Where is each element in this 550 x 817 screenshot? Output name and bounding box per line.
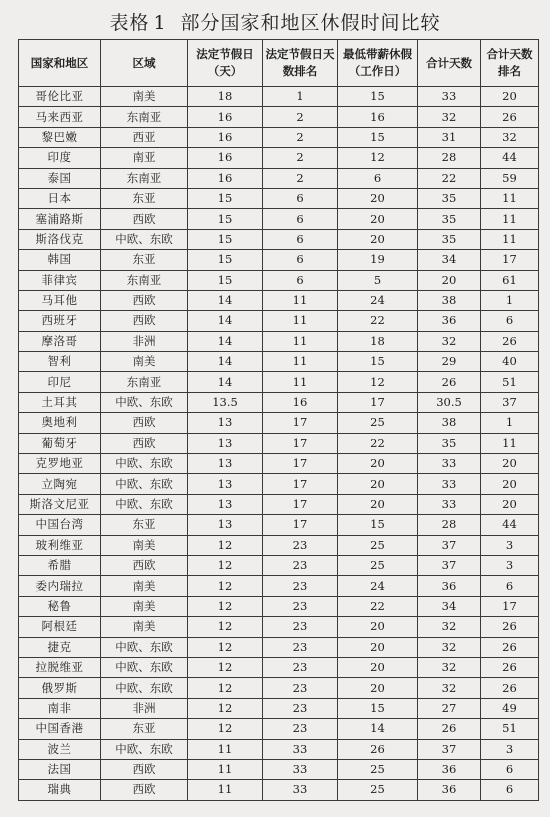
cell-holiday-rank: 17: [263, 515, 338, 535]
cell-min-paid-leave: 6: [338, 168, 418, 188]
cell-total-rank: 17: [481, 596, 539, 616]
cell-public-holidays: 15: [188, 229, 263, 249]
table-row: [19, 352, 539, 372]
cell-total-days: 34: [418, 596, 481, 616]
cell-area: 西欧: [101, 290, 188, 310]
cell-min-paid-leave: 20: [338, 637, 418, 657]
cell-holiday-rank: 23: [263, 617, 338, 637]
cell-region-name: 印尼: [19, 372, 101, 392]
cell-total-days: 28: [418, 515, 481, 535]
cell-holiday-rank: 11: [263, 352, 338, 372]
cell-total-rank: 3: [481, 555, 539, 575]
cell-total-days: 32: [418, 657, 481, 677]
cell-public-holidays: 14: [188, 290, 263, 310]
cell-public-holidays: 13.5: [188, 392, 263, 412]
cell-region-name: 斯洛文尼亚: [19, 494, 101, 514]
table-row: [19, 759, 539, 779]
cell-holiday-rank: 11: [263, 311, 338, 331]
cell-holiday-rank: 2: [263, 148, 338, 168]
cell-area: 中欧、东欧: [101, 474, 188, 494]
cell-region-name: 克罗地亚: [19, 454, 101, 474]
cell-min-paid-leave: 22: [338, 596, 418, 616]
cell-public-holidays: 16: [188, 107, 263, 127]
cell-public-holidays: 13: [188, 413, 263, 433]
cell-min-paid-leave: 24: [338, 576, 418, 596]
cell-region-name: 哥伦比亚: [19, 87, 101, 107]
cell-region-name: 阿根廷: [19, 617, 101, 637]
cell-total-rank: 26: [481, 637, 539, 657]
table-row: [19, 87, 539, 107]
cell-area: 南美: [101, 596, 188, 616]
cell-public-holidays: 14: [188, 311, 263, 331]
table-row: [19, 168, 539, 188]
cell-region-name: 泰国: [19, 168, 101, 188]
cell-min-paid-leave: 12: [338, 372, 418, 392]
cell-region-name: 拉脱维亚: [19, 657, 101, 677]
cell-holiday-rank: 23: [263, 657, 338, 677]
cell-total-rank: 6: [481, 780, 539, 800]
cell-holiday-rank: 17: [263, 494, 338, 514]
cell-public-holidays: 14: [188, 372, 263, 392]
cell-public-holidays: 12: [188, 576, 263, 596]
cell-public-holidays: 16: [188, 148, 263, 168]
table-row: [19, 372, 539, 392]
cell-total-days: 35: [418, 433, 481, 453]
table-row: [19, 454, 539, 474]
cell-total-rank: 6: [481, 576, 539, 596]
cell-area: 东南亚: [101, 107, 188, 127]
cell-area: 中欧、东欧: [101, 392, 188, 412]
cell-area: 西欧: [101, 413, 188, 433]
cell-area: 西欧: [101, 433, 188, 453]
cell-public-holidays: 11: [188, 739, 263, 759]
cell-area: 东南亚: [101, 372, 188, 392]
cell-public-holidays: 13: [188, 494, 263, 514]
cell-total-days: 26: [418, 372, 481, 392]
cell-holiday-rank: 23: [263, 637, 338, 657]
cell-total-days: 37: [418, 555, 481, 575]
cell-min-paid-leave: 5: [338, 270, 418, 290]
cell-total-rank: 6: [481, 759, 539, 779]
cell-total-days: 37: [418, 535, 481, 555]
cell-total-rank: 3: [481, 535, 539, 555]
cell-min-paid-leave: 20: [338, 494, 418, 514]
cell-area: 西欧: [101, 209, 188, 229]
cell-public-holidays: 13: [188, 474, 263, 494]
cell-public-holidays: 12: [188, 535, 263, 555]
table-row: [19, 515, 539, 535]
cell-total-days: 32: [418, 107, 481, 127]
cell-public-holidays: 11: [188, 759, 263, 779]
table-title-prefix: 表格: [109, 12, 150, 34]
cell-min-paid-leave: 20: [338, 657, 418, 677]
table-title-number: 1: [153, 12, 167, 34]
cell-region-name: 捷克: [19, 637, 101, 657]
cell-min-paid-leave: 25: [338, 535, 418, 555]
cell-total-rank: 6: [481, 311, 539, 331]
cell-total-days: 35: [418, 188, 481, 208]
cell-region-name: 波兰: [19, 739, 101, 759]
cell-area: 南美: [101, 576, 188, 596]
cell-public-holidays: 12: [188, 617, 263, 637]
table-row: [19, 637, 539, 657]
cell-holiday-rank: 2: [263, 168, 338, 188]
cell-public-holidays: 15: [188, 209, 263, 229]
cell-area: 中欧、东欧: [101, 657, 188, 677]
cell-region-name: 黎巴嫩: [19, 127, 101, 147]
cell-area: 东南亚: [101, 270, 188, 290]
cell-public-holidays: 12: [188, 678, 263, 698]
cell-min-paid-leave: 15: [338, 352, 418, 372]
cell-region-name: 希腊: [19, 555, 101, 575]
cell-public-holidays: 13: [188, 515, 263, 535]
table-row: [19, 698, 539, 718]
table-row: [19, 413, 539, 433]
vacation-comparison-table: [18, 39, 539, 801]
cell-min-paid-leave: 20: [338, 617, 418, 637]
cell-total-rank: 20: [481, 494, 539, 514]
cell-total-rank: 11: [481, 209, 539, 229]
cell-total-days: 32: [418, 331, 481, 351]
cell-total-rank: 17: [481, 250, 539, 270]
cell-holiday-rank: 11: [263, 372, 338, 392]
cell-area: 南亚: [101, 148, 188, 168]
cell-region-name: 奥地利: [19, 413, 101, 433]
table-row: [19, 555, 539, 575]
cell-holiday-rank: 2: [263, 127, 338, 147]
cell-total-rank: 32: [481, 127, 539, 147]
cell-public-holidays: 15: [188, 188, 263, 208]
cell-total-rank: 59: [481, 168, 539, 188]
table-row: [19, 188, 539, 208]
cell-min-paid-leave: 25: [338, 413, 418, 433]
table-body: [19, 87, 539, 801]
cell-holiday-rank: 11: [263, 331, 338, 351]
cell-region-name: 马来西亚: [19, 107, 101, 127]
cell-total-rank: 3: [481, 739, 539, 759]
cell-min-paid-leave: 17: [338, 392, 418, 412]
table-row: [19, 311, 539, 331]
cell-area: 中欧、东欧: [101, 229, 188, 249]
table-row: [19, 474, 539, 494]
table-row: [19, 229, 539, 249]
cell-total-rank: 61: [481, 270, 539, 290]
cell-area: 中欧、东欧: [101, 494, 188, 514]
cell-holiday-rank: 1: [263, 87, 338, 107]
cell-total-rank: 44: [481, 515, 539, 535]
table-row: [19, 331, 539, 351]
cell-total-days: 31: [418, 127, 481, 147]
cell-region-name: 斯洛伐克: [19, 229, 101, 249]
cell-min-paid-leave: 18: [338, 331, 418, 351]
cell-public-holidays: 14: [188, 352, 263, 372]
table-row: [19, 148, 539, 168]
cell-public-holidays: 14: [188, 331, 263, 351]
cell-total-days: 34: [418, 250, 481, 270]
cell-holiday-rank: 23: [263, 555, 338, 575]
cell-holiday-rank: 6: [263, 229, 338, 249]
cell-public-holidays: 13: [188, 454, 263, 474]
table-title-text: 部分国家和地区休假时间比较: [180, 12, 441, 34]
cell-area: 南美: [101, 617, 188, 637]
cell-min-paid-leave: 15: [338, 127, 418, 147]
cell-region-name: 法国: [19, 759, 101, 779]
cell-min-paid-leave: 15: [338, 515, 418, 535]
cell-region-name: 中国香港: [19, 719, 101, 739]
cell-area: 西欧: [101, 759, 188, 779]
cell-total-rank: 49: [481, 698, 539, 718]
header-min-paid-leave: 最低带薪休假（工作日）: [338, 40, 418, 87]
header-holiday-rank: 法定节假日天数排名: [263, 40, 338, 87]
cell-total-rank: 20: [481, 474, 539, 494]
cell-region-name: 塞浦路斯: [19, 209, 101, 229]
cell-holiday-rank: 11: [263, 290, 338, 310]
table-row: [19, 535, 539, 555]
cell-min-paid-leave: 20: [338, 188, 418, 208]
cell-total-days: 33: [418, 87, 481, 107]
cell-total-days: 33: [418, 474, 481, 494]
cell-region-name: 土耳其: [19, 392, 101, 412]
table-row: [19, 494, 539, 514]
cell-min-paid-leave: 20: [338, 209, 418, 229]
table-row: [19, 596, 539, 616]
cell-region-name: 韩国: [19, 250, 101, 270]
cell-area: 中欧、东欧: [101, 678, 188, 698]
cell-holiday-rank: 23: [263, 719, 338, 739]
cell-holiday-rank: 17: [263, 413, 338, 433]
cell-min-paid-leave: 20: [338, 229, 418, 249]
cell-total-days: 35: [418, 209, 481, 229]
cell-total-days: 32: [418, 678, 481, 698]
cell-total-days: 38: [418, 290, 481, 310]
cell-total-days: 26: [418, 719, 481, 739]
table-row: [19, 107, 539, 127]
cell-region-name: 南非: [19, 698, 101, 718]
header-total-rank: 合计天数排名: [481, 40, 539, 87]
cell-region-name: 西班牙: [19, 311, 101, 331]
cell-public-holidays: 15: [188, 250, 263, 270]
cell-area: 西欧: [101, 311, 188, 331]
table-row: [19, 392, 539, 412]
cell-holiday-rank: 33: [263, 759, 338, 779]
cell-holiday-rank: 6: [263, 188, 338, 208]
table-row: [19, 250, 539, 270]
cell-public-holidays: 12: [188, 555, 263, 575]
cell-area: 中欧、东欧: [101, 637, 188, 657]
cell-total-days: 28: [418, 148, 481, 168]
cell-region-name: 摩洛哥: [19, 331, 101, 351]
cell-total-rank: 26: [481, 617, 539, 637]
cell-public-holidays: 15: [188, 270, 263, 290]
header-region-name: 国家和地区: [19, 40, 101, 87]
cell-holiday-rank: 2: [263, 107, 338, 127]
cell-total-rank: 20: [481, 454, 539, 474]
cell-public-holidays: 12: [188, 698, 263, 718]
cell-public-holidays: 13: [188, 433, 263, 453]
cell-holiday-rank: 16: [263, 392, 338, 412]
cell-total-days: 27: [418, 698, 481, 718]
cell-total-rank: 26: [481, 678, 539, 698]
table-title: [0, 8, 550, 35]
cell-holiday-rank: 17: [263, 433, 338, 453]
cell-area: 东亚: [101, 188, 188, 208]
cell-total-rank: 26: [481, 331, 539, 351]
table-row: [19, 433, 539, 453]
cell-region-name: 葡萄牙: [19, 433, 101, 453]
cell-area: 南美: [101, 535, 188, 555]
cell-min-paid-leave: 22: [338, 311, 418, 331]
cell-total-days: 33: [418, 494, 481, 514]
cell-min-paid-leave: 22: [338, 433, 418, 453]
cell-area: 南美: [101, 87, 188, 107]
cell-total-days: 30.5: [418, 392, 481, 412]
cell-min-paid-leave: 12: [338, 148, 418, 168]
cell-public-holidays: 12: [188, 637, 263, 657]
cell-area: 南美: [101, 352, 188, 372]
cell-region-name: 菲律宾: [19, 270, 101, 290]
cell-region-name: 玻利维亚: [19, 535, 101, 555]
cell-min-paid-leave: 20: [338, 454, 418, 474]
header-area: 区域: [101, 40, 188, 87]
cell-min-paid-leave: 15: [338, 87, 418, 107]
cell-holiday-rank: 23: [263, 576, 338, 596]
cell-holiday-rank: 23: [263, 596, 338, 616]
table-row: [19, 576, 539, 596]
header-row: [19, 40, 539, 87]
cell-min-paid-leave: 25: [338, 555, 418, 575]
cell-total-rank: 1: [481, 290, 539, 310]
table-row: [19, 739, 539, 759]
cell-region-name: 日本: [19, 188, 101, 208]
cell-public-holidays: 11: [188, 780, 263, 800]
cell-region-name: 秘鲁: [19, 596, 101, 616]
cell-holiday-rank: 6: [263, 250, 338, 270]
cell-public-holidays: 12: [188, 596, 263, 616]
cell-total-days: 22: [418, 168, 481, 188]
cell-total-days: 36: [418, 780, 481, 800]
cell-area: 东亚: [101, 250, 188, 270]
cell-total-rank: 26: [481, 107, 539, 127]
cell-holiday-rank: 33: [263, 780, 338, 800]
cell-total-days: 20: [418, 270, 481, 290]
cell-area: 中欧、东欧: [101, 739, 188, 759]
cell-total-rank: 51: [481, 719, 539, 739]
table-row: [19, 657, 539, 677]
cell-total-days: 37: [418, 739, 481, 759]
cell-region-name: 立陶宛: [19, 474, 101, 494]
cell-holiday-rank: 23: [263, 698, 338, 718]
cell-area: 东亚: [101, 515, 188, 535]
cell-min-paid-leave: 24: [338, 290, 418, 310]
table-row: [19, 719, 539, 739]
cell-region-name: 瑞典: [19, 780, 101, 800]
cell-area: 西欧: [101, 780, 188, 800]
cell-holiday-rank: 6: [263, 270, 338, 290]
cell-region-name: 中国台湾: [19, 515, 101, 535]
cell-region-name: 印度: [19, 148, 101, 168]
table-row: [19, 780, 539, 800]
cell-area: 中欧、东欧: [101, 454, 188, 474]
cell-total-days: 35: [418, 229, 481, 249]
cell-area: 东亚: [101, 719, 188, 739]
cell-region-name: 马耳他: [19, 290, 101, 310]
cell-min-paid-leave: 15: [338, 698, 418, 718]
table-row: [19, 678, 539, 698]
cell-total-days: 32: [418, 637, 481, 657]
cell-min-paid-leave: 26: [338, 739, 418, 759]
cell-total-days: 36: [418, 311, 481, 331]
cell-total-rank: 11: [481, 433, 539, 453]
cell-public-holidays: 12: [188, 657, 263, 677]
cell-area: 非洲: [101, 331, 188, 351]
table-row: [19, 209, 539, 229]
cell-min-paid-leave: 16: [338, 107, 418, 127]
cell-min-paid-leave: 25: [338, 759, 418, 779]
cell-total-days: 36: [418, 759, 481, 779]
table-row: [19, 290, 539, 310]
header-total-days: 合计天数: [418, 40, 481, 87]
cell-holiday-rank: 6: [263, 209, 338, 229]
cell-total-days: 38: [418, 413, 481, 433]
table-row: [19, 127, 539, 147]
cell-total-rank: 37: [481, 392, 539, 412]
header-public-holidays: 法定节假日（天）: [188, 40, 263, 87]
cell-total-rank: 11: [481, 188, 539, 208]
table-header: [19, 40, 539, 87]
cell-total-days: 29: [418, 352, 481, 372]
cell-holiday-rank: 23: [263, 678, 338, 698]
cell-total-days: 33: [418, 454, 481, 474]
cell-total-rank: 51: [481, 372, 539, 392]
cell-min-paid-leave: 20: [338, 678, 418, 698]
cell-total-days: 36: [418, 576, 481, 596]
table-row: [19, 617, 539, 637]
cell-min-paid-leave: 14: [338, 719, 418, 739]
cell-total-rank: 20: [481, 87, 539, 107]
cell-area: 西亚: [101, 127, 188, 147]
cell-area: 非洲: [101, 698, 188, 718]
cell-holiday-rank: 17: [263, 474, 338, 494]
cell-region-name: 俄罗斯: [19, 678, 101, 698]
cell-public-holidays: 16: [188, 127, 263, 147]
cell-public-holidays: 18: [188, 87, 263, 107]
cell-total-rank: 40: [481, 352, 539, 372]
cell-area: 西欧: [101, 555, 188, 575]
cell-total-rank: 26: [481, 657, 539, 677]
cell-min-paid-leave: 19: [338, 250, 418, 270]
cell-region-name: 委内瑞拉: [19, 576, 101, 596]
cell-holiday-rank: 17: [263, 454, 338, 474]
cell-total-rank: 11: [481, 229, 539, 249]
table-row: [19, 270, 539, 290]
cell-public-holidays: 12: [188, 719, 263, 739]
cell-area: 东南亚: [101, 168, 188, 188]
cell-holiday-rank: 33: [263, 739, 338, 759]
cell-region-name: 智利: [19, 352, 101, 372]
cell-total-days: 32: [418, 617, 481, 637]
cell-total-rank: 1: [481, 413, 539, 433]
cell-min-paid-leave: 20: [338, 474, 418, 494]
cell-total-rank: 44: [481, 148, 539, 168]
cell-public-holidays: 16: [188, 168, 263, 188]
cell-holiday-rank: 23: [263, 535, 338, 555]
cell-min-paid-leave: 25: [338, 780, 418, 800]
